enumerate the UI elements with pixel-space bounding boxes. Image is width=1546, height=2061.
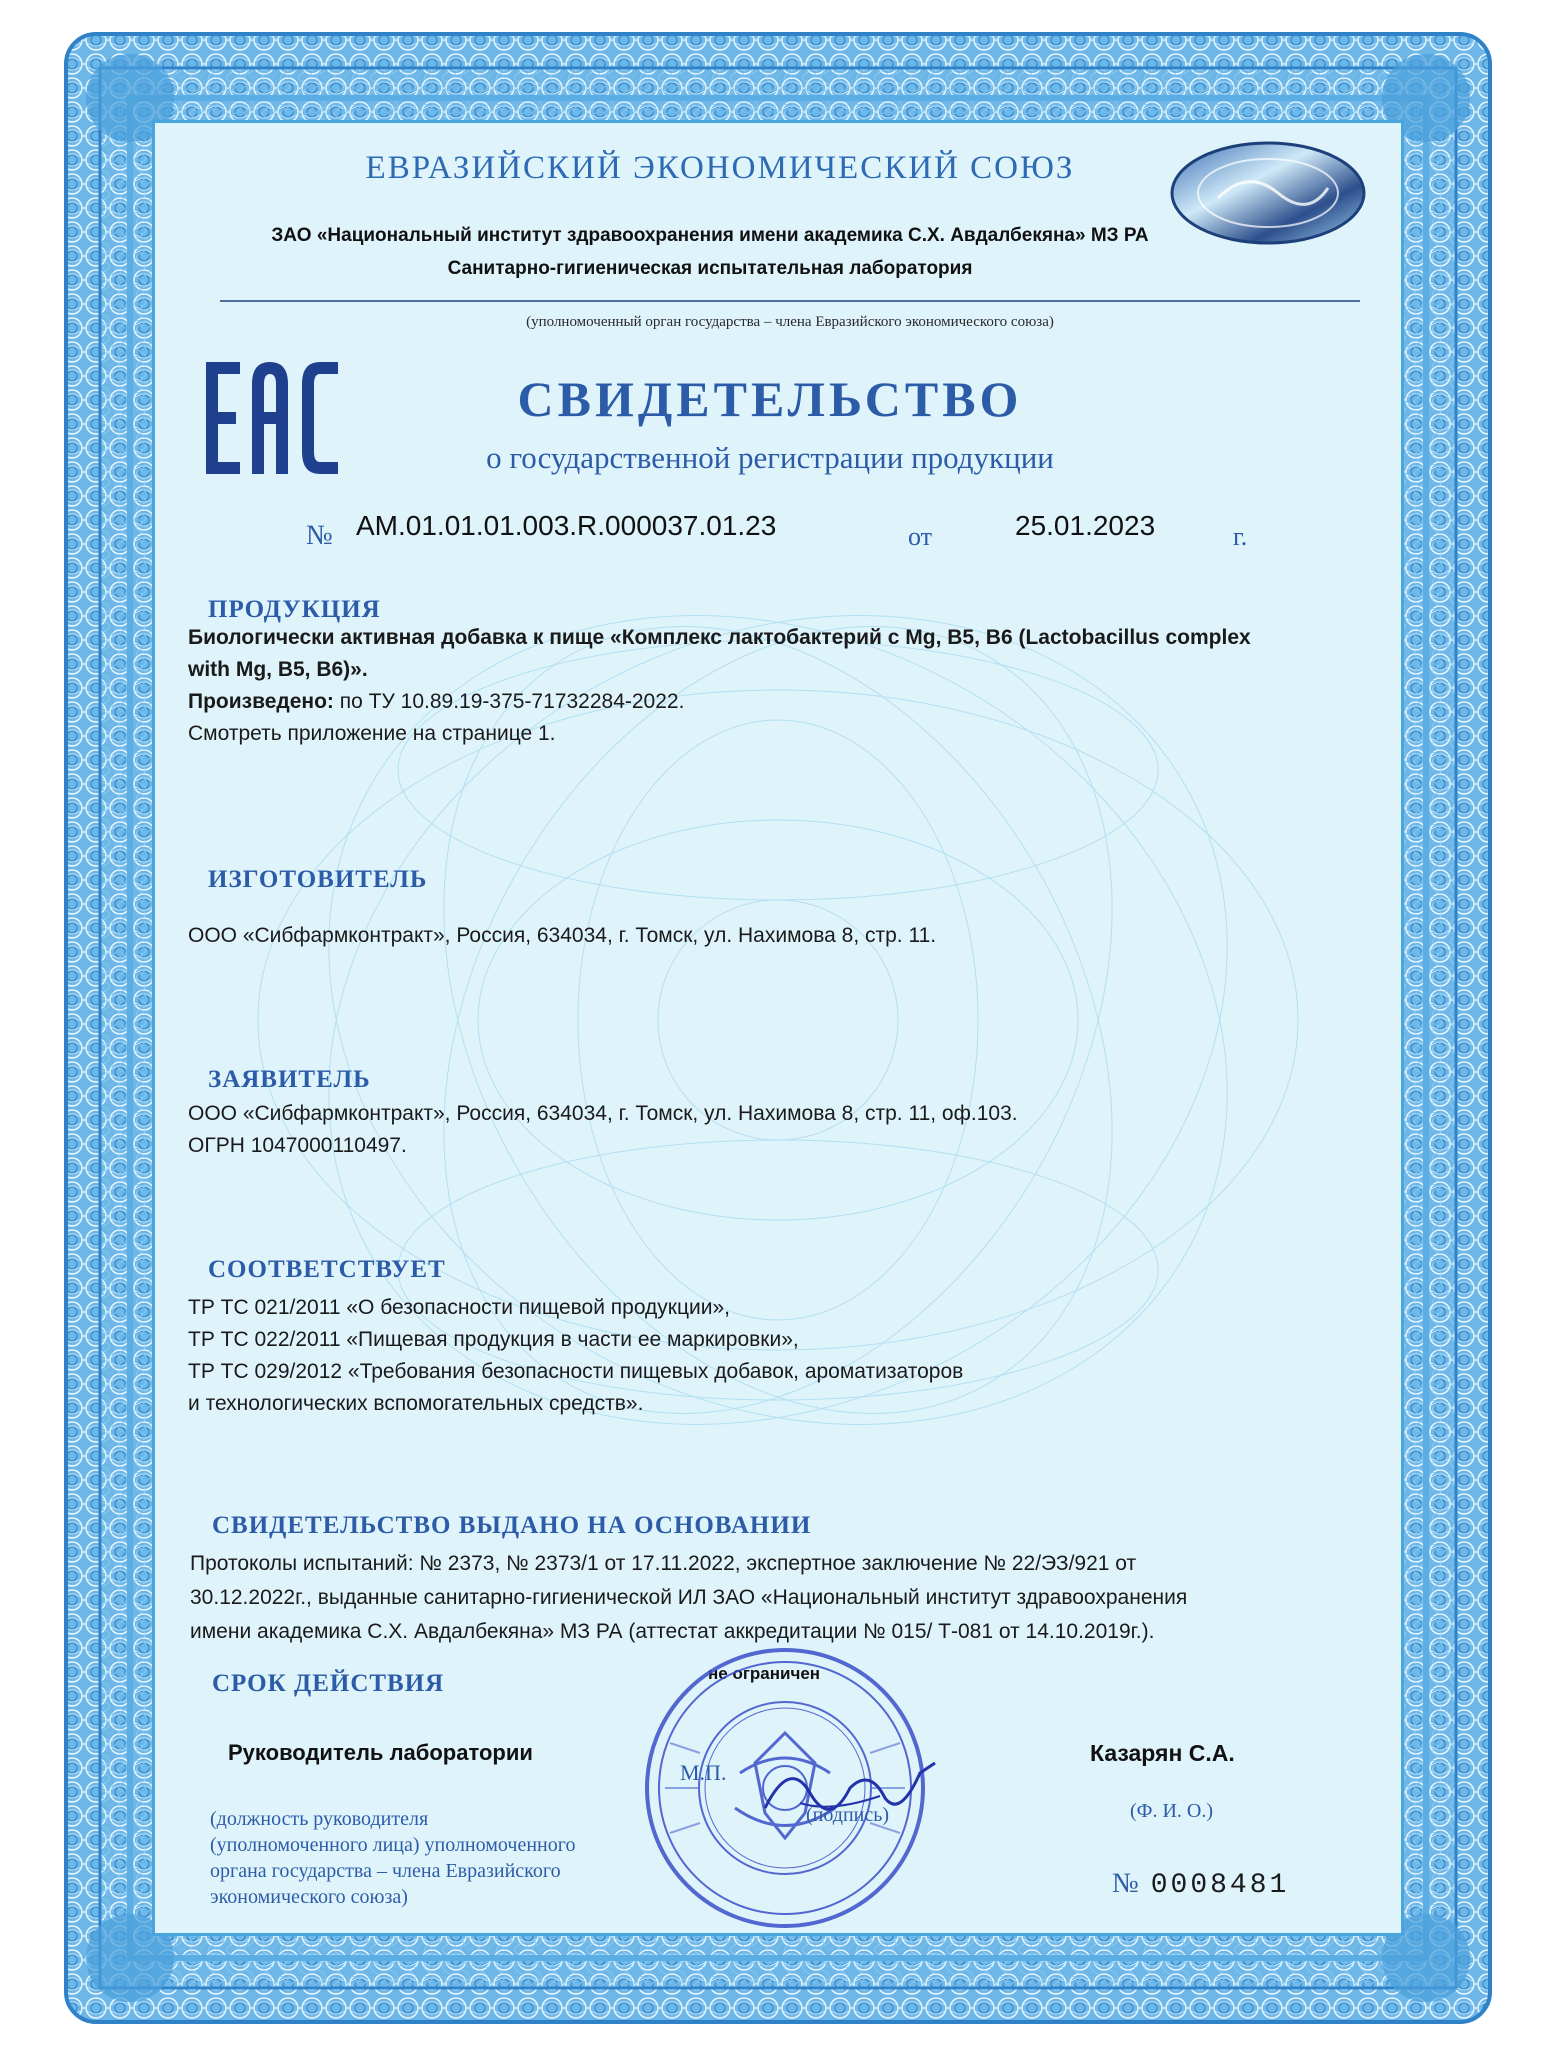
basis-heading: СВИДЕТЕЛЬСТВО ВЫДАНО НА ОСНОВАНИИ xyxy=(212,1512,812,1539)
signatory-position: Руководитель лаборатории xyxy=(228,1740,533,1765)
product-name-line1: Биологически активная добавка к пище «Комплекс лактобактерий с Mg, B5, B6 (Lactobacillus complex xyxy=(188,626,1251,649)
authority-caption: (уполномоченный орган государства – члена Евразийского экономического союза) xyxy=(526,314,1054,330)
produced-label: Произведено: xyxy=(188,690,334,713)
validity-heading: СРОК ДЕЙСТВИЯ xyxy=(212,1670,445,1697)
conformity-line: ТР ТС 029/2012 «Требования безопасности пищевых добавок, ароматизаторов xyxy=(188,1360,964,1383)
registration-number-label: № xyxy=(306,520,333,551)
see-appendix: Смотреть приложение на странице 1. xyxy=(188,722,556,745)
applicant-line1: ООО «Сибфармконтракт», Россия, 634034, г. Томск, ул. Нахимова 8, стр. 11, оф.103. xyxy=(188,1102,1018,1125)
certificate-title: СВИДЕТЕЛЬСТВО xyxy=(517,371,1023,427)
registration-number: AM.01.01.01.003.R.000037.01.23 xyxy=(356,510,777,541)
stamp-place-label: М.П. xyxy=(680,1760,727,1785)
union-title: ЕВРАЗИЙСКИЙ ЭКОНОМИЧЕСКИЙ СОЮЗ xyxy=(365,150,1075,186)
conformity-heading: СООТВЕТСТВУЕТ xyxy=(208,1256,446,1283)
applicant-line2: ОГРН 1047000110497. xyxy=(188,1134,407,1157)
form-number xyxy=(1112,1868,1289,1901)
manufacturer-heading: ИЗГОТОВИТЕЛЬ xyxy=(208,866,428,893)
signature-caption: (подпись) xyxy=(806,1804,890,1826)
header-divider xyxy=(220,300,1360,302)
conformity-line: ТР ТС 021/2011 «О безопасности пищевой продукции», xyxy=(188,1296,731,1319)
basis-line2: 30.12.2022г., выданные санитарно-гигиенической ИЛ ЗАО «Национальный институт здравоохранения xyxy=(190,1586,1188,1609)
name-caption: (Ф. И. О.) xyxy=(1130,1800,1214,1822)
certificate-subtitle: о государственной регистрации продукции xyxy=(486,440,1054,475)
registration-date: 25.01.2023 xyxy=(1015,510,1156,541)
conformity-line: ТР ТС 022/2011 «Пищевая продукция в части ее маркировки», xyxy=(188,1328,799,1351)
product-name-line2: with Mg, B5, B6)». xyxy=(188,658,368,681)
produced-line xyxy=(188,686,684,718)
position-caption-line: (уполномоченного лица) уполномоченного xyxy=(210,1834,576,1856)
conformity-line: и технологических вспомогательных средств». xyxy=(188,1392,644,1415)
position-caption xyxy=(210,1806,575,1910)
basis-line3: имени академика С.Х. Авдалбекяна» МЗ РА (аттестат аккредитации № 015/ Т-081 от 14.10.2019г.). xyxy=(190,1620,1155,1643)
registration-from-label: от xyxy=(908,522,933,551)
position-caption-line: (должность руководителя xyxy=(210,1808,429,1830)
product-heading: ПРОДУКЦИЯ xyxy=(208,596,381,623)
position-caption-line: органа государства – члена Евразийского xyxy=(210,1860,561,1882)
applicant-heading: ЗАЯВИТЕЛЬ xyxy=(208,1066,371,1093)
institute-name: ЗАО «Национальный институт здравоохранения имени академика С.Х. Авдалбекяна» МЗ РА xyxy=(271,225,1149,246)
produced-value: по ТУ 10.89.19-375-71732284-2022. xyxy=(339,690,685,713)
form-number-label: № xyxy=(1112,1868,1139,1899)
manufacturer-text: ООО «Сибфармконтракт», Россия, 634034, г. Томск, ул. Нахимова 8, стр. 11. xyxy=(188,924,937,947)
basis-line1: Протоколы испытаний: № 2373, № 2373/1 от 17.11.2022, экспертное заключение № 22/ЭЗ/921 от xyxy=(190,1552,1137,1575)
signatory-name: Казарян С.А. xyxy=(1090,1740,1235,1766)
form-number-value: 0008481 xyxy=(1150,1870,1290,1901)
validity-value: не ограничен xyxy=(708,1664,821,1683)
eac-logo xyxy=(206,362,340,474)
position-caption-line: экономического союза) xyxy=(210,1886,408,1908)
registration-year-suffix: г. xyxy=(1233,522,1248,551)
laboratory-name: Санитарно-гигиеническая испытательная лаборатория xyxy=(447,258,973,279)
